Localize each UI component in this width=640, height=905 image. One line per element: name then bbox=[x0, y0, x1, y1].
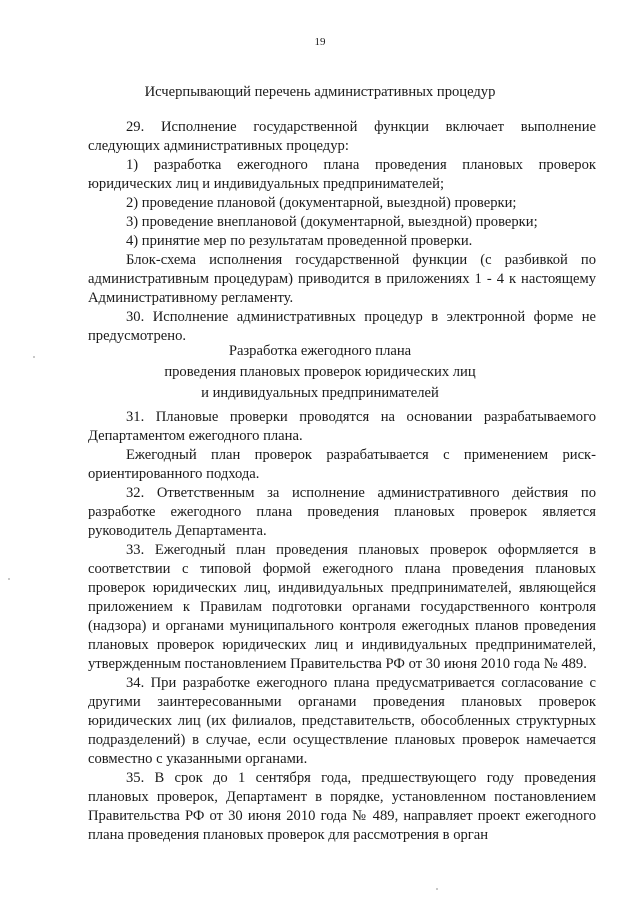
scan-speck bbox=[436, 888, 438, 890]
list-item-2: 2) проведение плановой (документарной, выездной) проверки; bbox=[126, 195, 517, 211]
list-item-1: 1) разработка ежегодного плана проведения плановых проверок юридических лиц и индивидуальных предпринимателей; bbox=[88, 157, 596, 192]
heading-line-2: проведения плановых проверок юридических лиц bbox=[164, 364, 476, 380]
section-annual-plan bbox=[88, 408, 596, 845]
page-number: 19 bbox=[314, 36, 326, 48]
paragraph-30: 30. Исполнение административных процедур в электронной форме не предусмотрено. bbox=[88, 309, 596, 344]
paragraph-35: 35. В срок до 1 сентября года, предшествующего году проведения плановых проверок, Департамент в порядке, установленном постановлением Правительства РФ от 30 июня 2010 года № 489, направляет проект ежегодного плана проведения плановых проверок для рассмотрения в орган bbox=[88, 770, 596, 843]
list-item-3: 3) проведение внеплановой (документарной, выездной) проверки; bbox=[126, 214, 538, 230]
list-item-4: 4) принятие мер по результатам проведенной проверки. bbox=[126, 233, 473, 249]
section-heading-procedures: Исчерпывающий перечень административных процедур bbox=[144, 84, 496, 100]
heading-line-3: и индивидуальных предпринимателей bbox=[201, 385, 439, 401]
paragraph-34: 34. При разработке ежегодного плана предусматривается согласование с другими заинтересованными органами проведения плановых проверок юридических лиц (их филиалов, представительств, обособленных структурных подразделений) в случае, если осуществление плановых проверок намечается совместно с указанными органами. bbox=[88, 675, 596, 767]
paragraph-31-risk: Ежегодный план проверок разрабатывается с применением риск-ориентированного подхода. bbox=[88, 447, 596, 482]
paragraph-scheme: Блок-схема исполнения государственной функции (с разбивкой по административным процедурам) приводится в приложениях 1 - 4 к настоящему Административному регламенту. bbox=[88, 252, 596, 306]
section-heading-annual-plan bbox=[0, 341, 640, 404]
section-procedures bbox=[88, 118, 596, 346]
scan-speck bbox=[8, 578, 10, 580]
paragraph-33: 33. Ежегодный план проведения плановых проверок оформляется в соответствии с типовой формой ежегодного плана проведения плановых проверок юридических лиц, индивидуальных предпринимателей, являющейся приложением к Правилам подготовки органами государственного контроля (надзора) и органами муниципального контроля ежегодных планов проведения плановых проверок юридических лиц и индивидуальных предпринимателей, утвержденным постановлением Правительства РФ от 30 июня 2010 года № 489. bbox=[88, 542, 596, 672]
paragraph-31: 31. Плановые проверки проводятся на основании разрабатываемого Департаментом ежегодного плана. bbox=[88, 409, 596, 444]
heading-line-1: Разработка ежегодного плана bbox=[228, 343, 412, 359]
paragraph-32: 32. Ответственным за исполнение административного действия по разработке ежегодного плана проведения плановых проверок является руководитель Департамента. bbox=[88, 485, 596, 539]
paragraph-29: 29. Исполнение государственной функции включает выполнение следующих административных процедур: bbox=[88, 119, 596, 154]
scan-speck bbox=[33, 356, 35, 358]
